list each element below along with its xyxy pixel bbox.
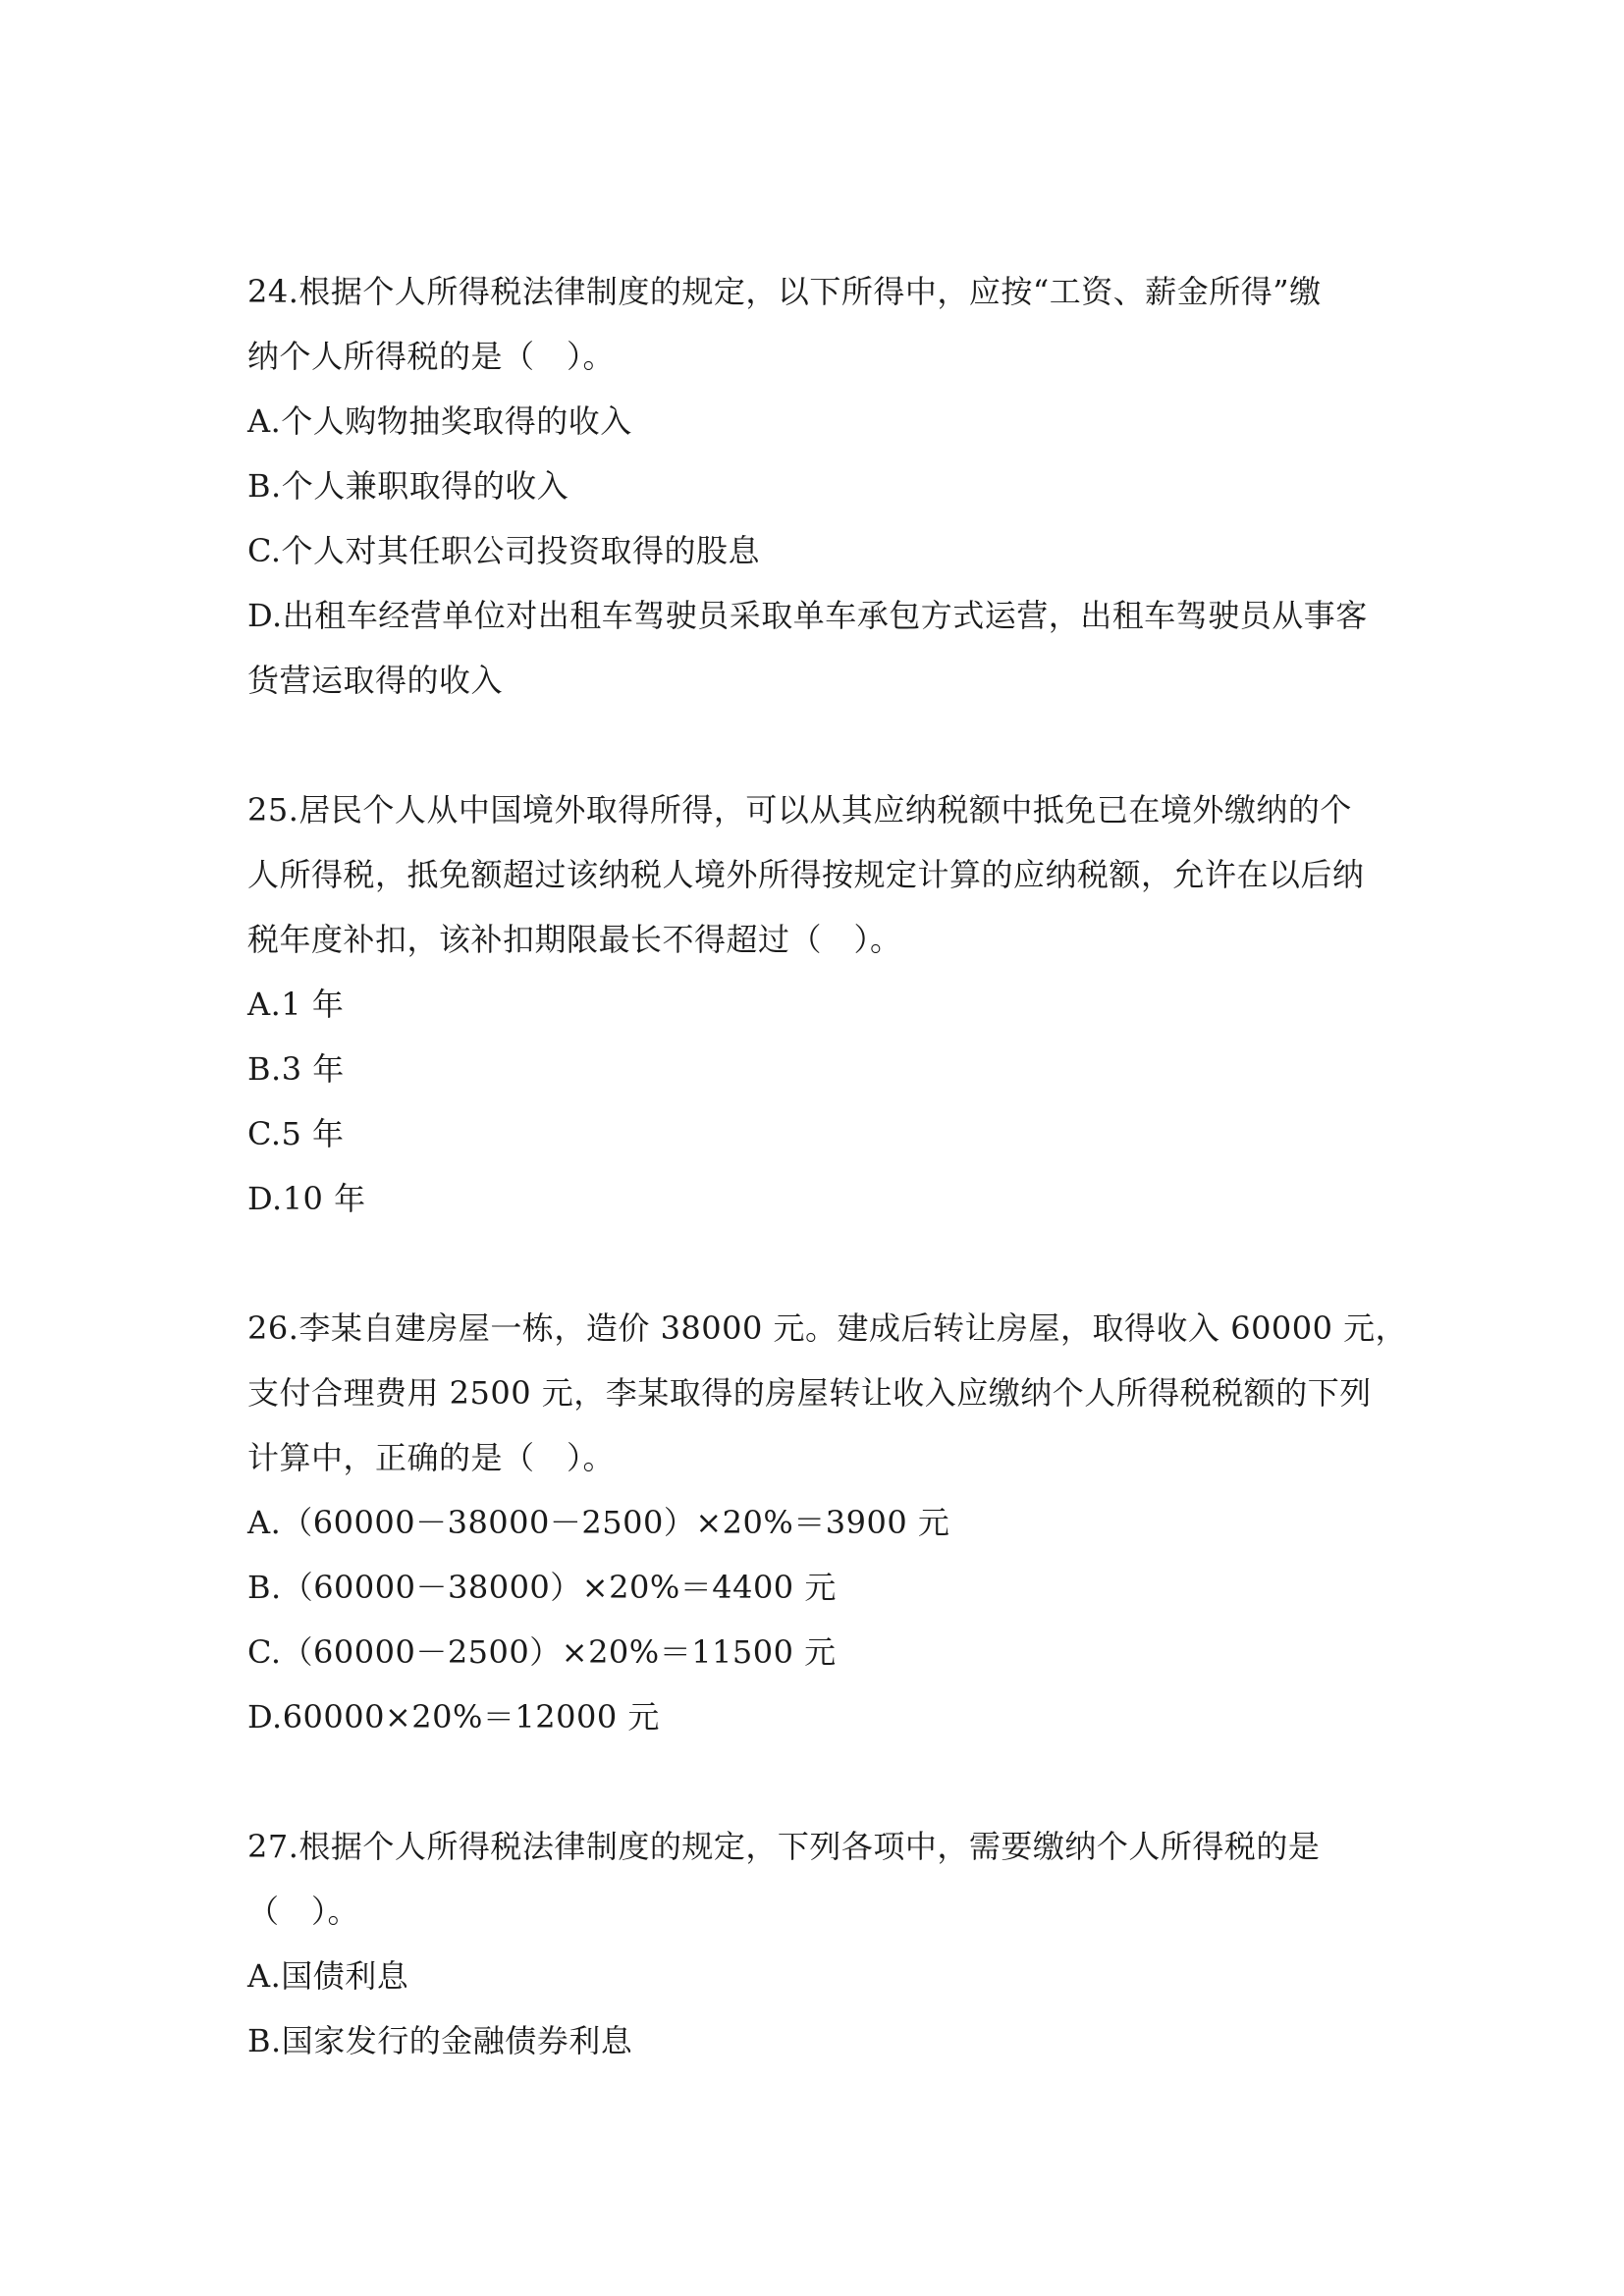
question-text-line: 人所得税，抵免额超过该纳税人境外所得按规定计算的应纳税额，允许在以后纳 <box>247 856 1365 893</box>
option-b: B.个人兼职取得的收入 <box>247 467 569 505</box>
question-text-line: 计算中，正确的是（ ）。 <box>247 1439 616 1476</box>
option-d: D.10 年 <box>247 1180 366 1217</box>
option-c: C.5 年 <box>247 1115 345 1152</box>
question-text-line: 税年度补扣，该补扣期限最长不得超过（ ）。 <box>247 921 902 958</box>
question-text-line: 24.根据个人所得税法律制度的规定，以下所得中，应按“工资、薪金所得”缴 <box>247 273 1322 310</box>
option-a: A.（60000－38000－2500）×20%＝3900 元 <box>247 1504 950 1541</box>
option-b: B.国家发行的金融债券利息 <box>247 2022 633 2059</box>
option-d: D.60000×20%＝12000 元 <box>247 1698 660 1735</box>
option-d-continued: 货营运取得的收入 <box>247 662 504 699</box>
option-c: C.个人对其任职公司投资取得的股息 <box>247 532 761 569</box>
question-text-line: 纳个人所得税的是（ ）。 <box>247 338 616 375</box>
option-a: A.个人购物抽奖取得的收入 <box>247 402 632 440</box>
question-text-line: 支付合理费用 2500 元，李某取得的房屋转让收入应缴纳个人所得税税额的下列 <box>247 1374 1372 1412</box>
question-text-line: 26.李某自建房屋一栋，造价 38000 元。建成后转让房屋，取得收入 60000 元， <box>247 1309 1408 1347</box>
option-a: A.1 年 <box>247 986 345 1023</box>
question-text-line: 25.居民个人从中国境外取得所得，可以从其应纳税额中抵免已在境外缴纳的个 <box>247 791 1352 828</box>
question-text-line: （ ）。 <box>247 1893 360 1930</box>
question-text-line: 27.根据个人所得税法律制度的规定，下列各项中，需要缴纳个人所得税的是 <box>247 1828 1321 1865</box>
option-a: A.国债利息 <box>247 1957 409 1995</box>
option-b: B.3 年 <box>247 1050 345 1088</box>
option-c: C.（60000－2500）×20%＝11500 元 <box>247 1633 837 1671</box>
option-b: B.（60000－38000）×20%＝4400 元 <box>247 1569 837 1606</box>
option-d: D.出租车经营单位对出租车驾驶员采取单车承包方式运营，出租车驾驶员从事客 <box>247 597 1368 634</box>
